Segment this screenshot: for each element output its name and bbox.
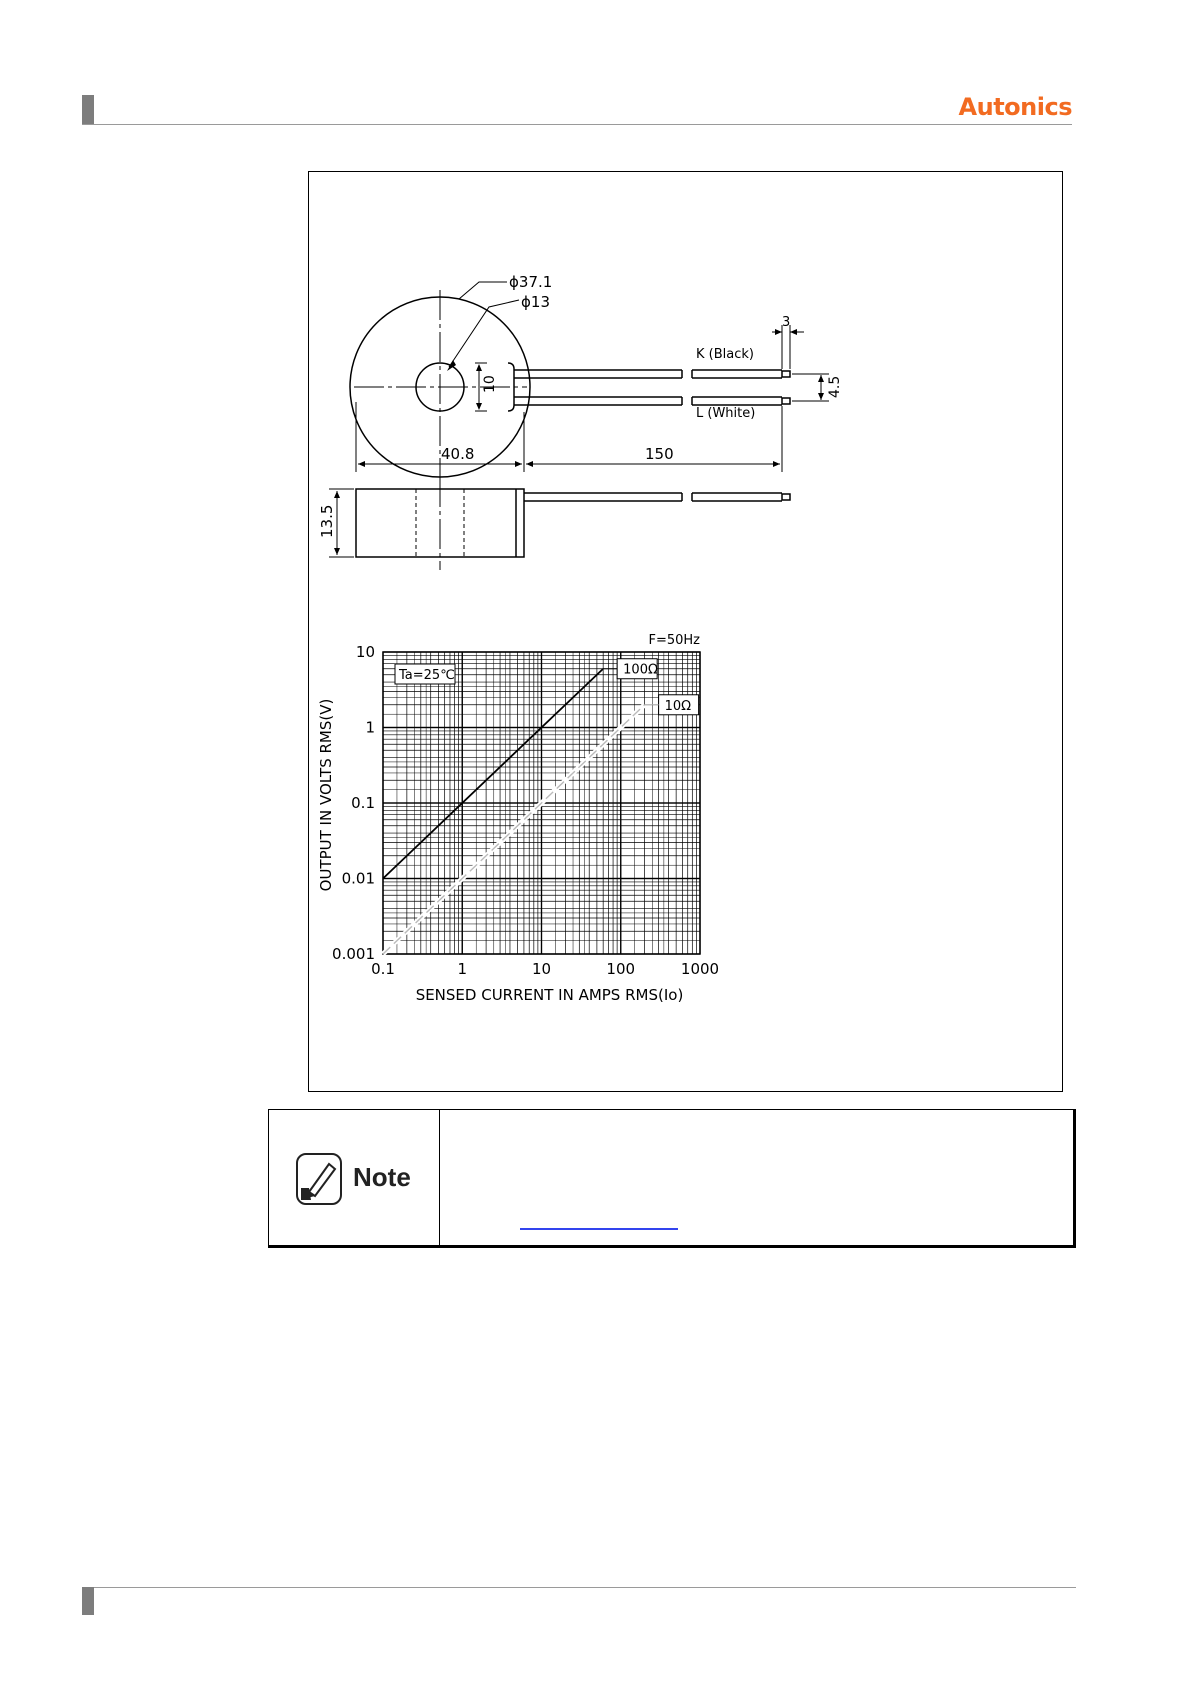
figure-drawing bbox=[309, 172, 1064, 1093]
x-tick-label: 1000 bbox=[680, 960, 720, 978]
header-rule bbox=[82, 124, 1072, 125]
chart-title: F=50Hz bbox=[648, 633, 700, 648]
x-axis-label: SENSED CURRENT IN AMPS RMS(Io) bbox=[415, 986, 684, 1004]
y-tick-label: 0.001 bbox=[332, 945, 375, 963]
series-label-0: 100Ω bbox=[623, 662, 658, 678]
footer-rule bbox=[82, 1587, 1076, 1588]
label-wire-k: K (Black) bbox=[696, 347, 754, 362]
dim-body-width: 40.8 bbox=[441, 445, 475, 463]
dim-tab-height: 10 bbox=[482, 375, 498, 393]
dim-outer-diameter: ϕ37.1 bbox=[509, 273, 553, 291]
dim-thickness: 13.5 bbox=[318, 504, 336, 538]
note-hyperlink[interactable] bbox=[520, 1228, 678, 1230]
label-wire-l: L (White) bbox=[696, 406, 756, 421]
y-tick-label: 1 bbox=[365, 718, 375, 737]
brand-logo: Autonics bbox=[958, 93, 1072, 121]
y-tick-label: 10 bbox=[355, 643, 375, 661]
y-tick-label: 0.01 bbox=[341, 869, 375, 888]
side-view bbox=[356, 477, 790, 570]
output-chart bbox=[317, 633, 719, 1004]
y-tick-label: 0.1 bbox=[351, 794, 375, 812]
note-divider bbox=[439, 1110, 440, 1245]
note-label: Note bbox=[353, 1162, 411, 1192]
dim-wire-gap: 3 bbox=[782, 315, 791, 330]
dim-wire-pitch: 4.5 bbox=[827, 375, 843, 398]
x-tick-label: 0.1 bbox=[371, 960, 395, 978]
dim-lead-length: 150 bbox=[645, 445, 674, 463]
x-tick-label: 10 bbox=[531, 960, 552, 978]
note-box bbox=[268, 1109, 1076, 1248]
x-tick-label: 100 bbox=[606, 960, 636, 978]
header-accent-bar bbox=[82, 95, 94, 125]
footer-accent-bar bbox=[82, 1587, 94, 1615]
note-pencil-icon bbox=[295, 1152, 343, 1206]
dimension-figure bbox=[308, 171, 1063, 1092]
dim-inner-diameter: ϕ13 bbox=[521, 293, 550, 311]
y-axis-label: OUTPUT IN VOLTS RMS(V) bbox=[317, 698, 335, 892]
top-view bbox=[350, 290, 790, 484]
series-label-1: 10Ω bbox=[664, 698, 692, 714]
chart-annotation: Ta=25℃ bbox=[399, 668, 455, 683]
x-tick-label: 1 bbox=[457, 960, 468, 978]
